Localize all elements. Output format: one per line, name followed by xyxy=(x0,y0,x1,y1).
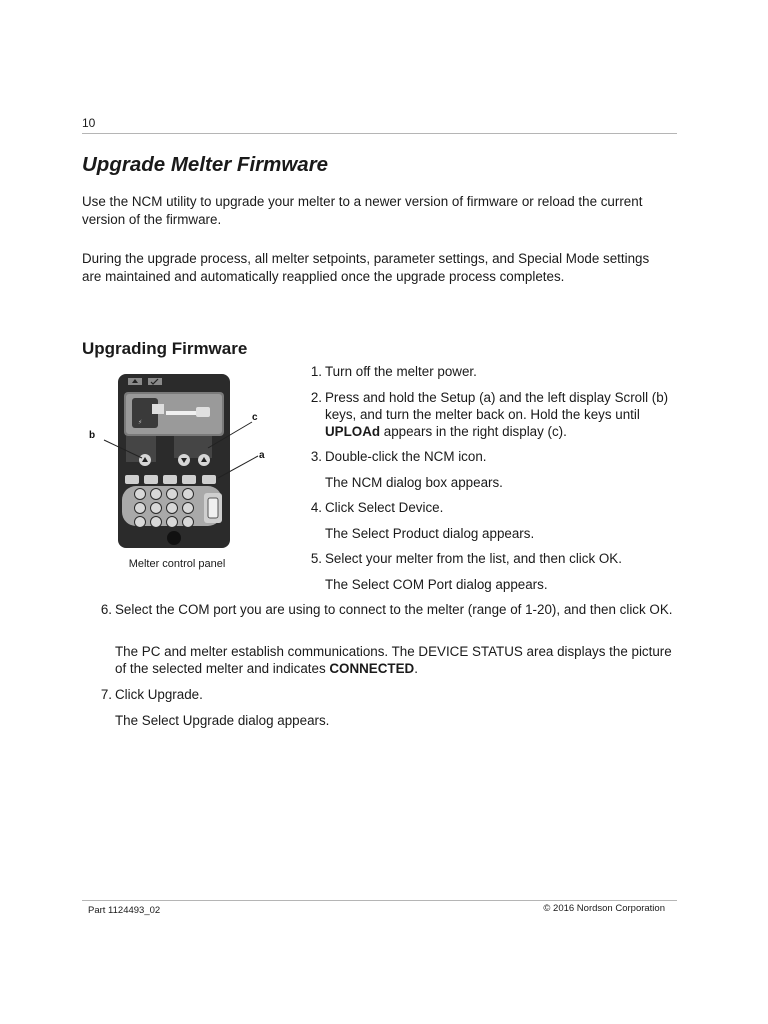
step-result: The PC and melter establish communications. The DEVICE STATUS area displays the picture of the selected melter and indicates CONNECTED. xyxy=(115,644,672,676)
figure-caption: Melter control panel xyxy=(128,558,226,570)
power-button xyxy=(167,531,181,545)
part-number: Part 1124493_02 xyxy=(88,905,161,916)
melter-control-panel-illustration xyxy=(82,366,282,576)
intro-paragraph: During the upgrade process, all melter setpoints, parameter settings, and Special Mode settings are maintained and automatically reapplied once the upgrade process completes. xyxy=(82,251,650,284)
section-title: Upgrading Firmware xyxy=(82,339,248,358)
step-text: Press and hold the Setup (a) and the left display Scroll (b) keys, and turn the melter back on. Hold the keys until UPLOAd appears in the right display (c). xyxy=(325,390,669,439)
step-text: Click Upgrade. xyxy=(115,687,203,702)
footer-rule xyxy=(82,900,677,901)
callout-b: b xyxy=(89,430,96,441)
upload-label: UPLOAd xyxy=(325,424,381,439)
step-text: Select the COM port you are using to connect to the melter (range of 1-20), and then click OK. xyxy=(115,602,673,617)
step-number: 5. xyxy=(310,551,322,566)
step-number: 1. xyxy=(310,364,322,379)
step-number: 7. xyxy=(100,687,112,702)
step-item xyxy=(300,499,680,516)
svg-text:⚡: ⚡ xyxy=(138,420,143,426)
step-result: The NCM dialog box appears. xyxy=(325,475,503,490)
gun-icon xyxy=(196,407,210,417)
step-text: Select your melter from the list, and then click OK. xyxy=(325,551,622,566)
step-result: The Select Product dialog appears. xyxy=(325,526,535,541)
copyright: © 2016 Nordson Corporation xyxy=(543,903,665,914)
connected-label: CONNECTED xyxy=(329,661,415,676)
step-item xyxy=(300,550,680,567)
step-item xyxy=(300,448,680,465)
step-number: 6. xyxy=(100,602,112,617)
step-text: Turn off the melter power. xyxy=(325,364,477,379)
step-text: Double-click the NCM icon. xyxy=(325,449,487,464)
step-result: The Select Upgrade dialog appears. xyxy=(115,713,330,728)
step-number: 2. xyxy=(310,390,322,405)
page-number: 10 xyxy=(82,116,96,130)
step-number: 4. xyxy=(310,500,322,515)
callout-c: c xyxy=(252,412,258,423)
step-number: 3. xyxy=(310,449,322,464)
intro-paragraph: Use the NCM utility to upgrade your melter to a newer version of firmware or reload the current version of the firmware. xyxy=(82,194,643,227)
step-result: The Select COM Port dialog appears. xyxy=(325,577,548,592)
setup-key xyxy=(202,475,216,484)
page-title: Upgrade Melter Firmware xyxy=(82,153,329,176)
callout-a: a xyxy=(259,450,265,461)
step-item xyxy=(90,686,685,703)
step-text: Click Select Device. xyxy=(325,500,444,515)
step-item xyxy=(300,389,680,441)
header-rule xyxy=(82,133,677,134)
step-item xyxy=(90,601,685,635)
step-item xyxy=(300,363,680,380)
